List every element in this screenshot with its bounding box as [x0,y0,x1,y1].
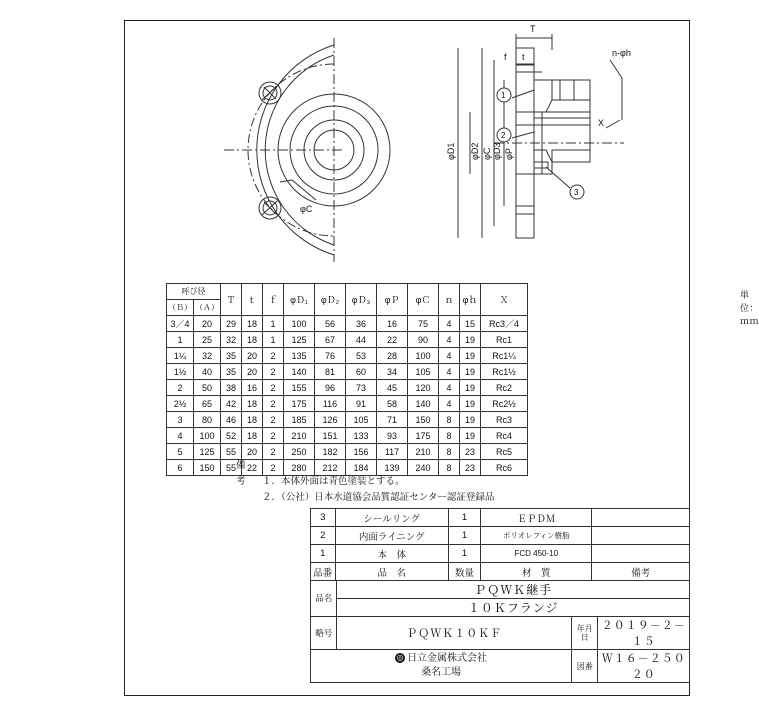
dim-f: f [504,52,507,62]
cell-d3: 60 [346,364,377,380]
cell-T: 55 [221,460,242,476]
header-phi-h: φｈ [460,284,481,316]
parts-list [310,508,690,581]
cell-c: 240 [408,460,439,476]
cell-f: 1 [263,316,284,332]
cell-p: 16 [377,316,408,332]
header-nominal: 呼び径 [167,284,221,300]
title-code-label: 略号 [311,617,337,650]
header-nominal-a: （Ａ） [194,300,221,316]
part-qty: 1 [448,527,480,545]
note-item-2: ２．（公社）日本水道協会品質認証センター認証登録品 [262,492,495,503]
header-phi-D3: φＤ₃ [346,284,377,316]
cell-f: 2 [263,364,284,380]
part-material: ＥＰＤＭ [481,509,592,527]
cell-t: 22 [242,460,263,476]
cell-t: 18 [242,428,263,444]
cell-t: 20 [242,348,263,364]
cell-nominal-a: 125 [194,444,221,460]
cell-p: 22 [377,332,408,348]
cell-p: 58 [377,396,408,412]
title-name-label: 品名 [311,581,337,617]
cell-T: 38 [221,380,242,396]
cell-d3: 184 [346,460,377,476]
header-n: ｎ [439,284,460,316]
table-row [167,348,528,364]
cell-n: 4 [439,332,460,348]
part-material: FCD 450-10 [481,545,592,563]
cell-h: 19 [460,380,481,396]
cell-d1: 100 [284,316,315,332]
cell-n: 8 [439,412,460,428]
balloon-1: 1 [501,91,506,100]
cell-d3: 105 [346,412,377,428]
cell-nominal-a: 80 [194,412,221,428]
cell-h: 19 [460,428,481,444]
cell-f: 2 [263,444,284,460]
cell-c: 90 [408,332,439,348]
part-remark [592,527,690,545]
parts-header-material: 材 質 [481,563,592,581]
table-header-row-1 [167,284,528,300]
header-nominal-b: （Ｂ） [167,300,194,316]
cell-d2: 81 [315,364,346,380]
cell-h: 19 [460,396,481,412]
cell-c: 150 [408,412,439,428]
title-name-line1: ＰＱＷＫ継手 [337,581,690,599]
cell-d1: 135 [284,348,315,364]
cell-n: 4 [439,380,460,396]
cell-d3: 36 [346,316,377,332]
cell-nominal-b: 6 [167,460,194,476]
part-remark [592,509,690,527]
cell-d3: 133 [346,428,377,444]
dim-X: X [598,118,605,128]
cell-nominal-a: 32 [194,348,221,364]
cell-x: Rc6 [481,460,528,476]
table-row [167,396,528,412]
cell-x: Rc3／4 [481,316,528,332]
cell-p: 139 [377,460,408,476]
notes-label: 備考 [236,460,246,487]
cell-d2: 212 [315,460,346,476]
cell-c: 120 [408,380,439,396]
parts-header-no: 品番 [311,563,336,581]
dim-phi-D1: φD1 [446,142,456,160]
cell-T: 29 [221,316,242,332]
cell-f: 1 [263,332,284,348]
header-phi-C: φＣ [408,284,439,316]
parts-header-row [311,563,690,581]
cell-T: 42 [221,396,242,412]
dim-phi-C: φC [482,147,492,160]
cell-d1: 140 [284,364,315,380]
cell-h: 19 [460,412,481,428]
cell-d1: 250 [284,444,315,460]
company-line-1: 日立金属株式会社 [407,653,488,664]
parts-header-name: 品 名 [335,563,448,581]
cell-T: 46 [221,412,242,428]
title-date-value: ２０１９－２－１５ [598,617,690,650]
cell-h: 19 [460,348,481,364]
drawing-no-label: 図番 [572,650,598,683]
cell-nominal-a: 25 [194,332,221,348]
cell-h: 15 [460,316,481,332]
part-name: シールリング [335,509,448,527]
cell-t: 20 [242,364,263,380]
table-row [167,316,528,332]
balloon-2: 2 [501,131,506,140]
cell-f: 2 [263,348,284,364]
cell-x: Rc1 [481,332,528,348]
cell-f: 2 [263,428,284,444]
cell-p: 71 [377,412,408,428]
cell-d2: 116 [315,396,346,412]
cell-t: 18 [242,396,263,412]
cell-p: 45 [377,380,408,396]
unit-note: 単位：ｍｍ [740,290,759,326]
cell-n: 4 [439,396,460,412]
cell-d3: 44 [346,332,377,348]
header-phi-P: φＰ [377,284,408,316]
cell-d1: 185 [284,412,315,428]
cell-d1: 155 [284,380,315,396]
cell-d3: 73 [346,380,377,396]
cell-d2: 182 [315,444,346,460]
cell-T: 55 [221,444,242,460]
header-X: Ｘ [481,284,528,316]
table-row [167,412,528,428]
cell-T: 32 [221,332,242,348]
cell-T: 35 [221,348,242,364]
cell-nominal-a: 40 [194,364,221,380]
company-line-2: 桑名工場 [421,667,462,678]
header-phi-D1: φＤ₁ [284,284,315,316]
header-T: Ｔ [221,284,242,316]
cell-nominal-a: 50 [194,380,221,396]
cell-nominal-a: 20 [194,316,221,332]
title-area [310,508,690,683]
part-name: 内面ライニング [335,527,448,545]
cell-t: 18 [242,316,263,332]
cell-nominal-b: 1½ [167,364,194,380]
cell-nominal-b: 4 [167,428,194,444]
cell-d2: 76 [315,348,346,364]
section-view [374,20,674,270]
parts-header-remark: 備考 [592,563,690,581]
svg-text:φC: φC [300,204,313,214]
parts-row [311,545,690,563]
company-block [311,650,572,683]
cell-x: Rc5 [481,444,528,460]
cell-c: 140 [408,396,439,412]
cell-nominal-b: 3／4 [167,316,194,332]
cell-c: 100 [408,348,439,364]
cell-T: 52 [221,428,242,444]
cell-nominal-b: 1¼ [167,348,194,364]
part-qty: 1 [448,509,480,527]
parts-header-qty: 数量 [448,563,480,581]
dim-T: T [530,24,536,34]
cell-n: 8 [439,428,460,444]
cell-f: 2 [263,396,284,412]
cell-p: 93 [377,428,408,444]
cell-nominal-a: 150 [194,460,221,476]
cell-f: 2 [263,460,284,476]
cell-t: 20 [242,444,263,460]
cell-d2: 151 [315,428,346,444]
hitachi-logo-icon: ◎ [396,653,404,663]
cell-p: 28 [377,348,408,364]
cell-nominal-b: 1 [167,332,194,348]
parts-row [311,527,690,545]
part-material: ポリオレフィン樹脂 [481,527,592,545]
cell-c: 210 [408,444,439,460]
part-no: 2 [311,527,336,545]
cell-d3: 91 [346,396,377,412]
cell-h: 19 [460,364,481,380]
cell-t: 18 [242,412,263,428]
title-code-value: ＰＱＷＫ１０ＫＦ [337,617,572,650]
cell-x: Rc3 [481,412,528,428]
cell-nominal-b: 5 [167,444,194,460]
cell-T: 35 [221,364,242,380]
cell-c: 105 [408,364,439,380]
cell-n: 8 [439,444,460,460]
cell-h: 23 [460,460,481,476]
cell-d3: 53 [346,348,377,364]
table-row [167,364,528,380]
cell-h: 19 [460,332,481,348]
cell-d3: 156 [346,444,377,460]
table-row [167,380,528,396]
cell-f: 2 [263,380,284,396]
cell-d1: 280 [284,460,315,476]
spec-table [166,283,528,476]
part-name: 本 体 [335,545,448,563]
header-t: ｔ [242,284,263,316]
cell-d2: 96 [315,380,346,396]
table-row [167,444,528,460]
cell-p: 34 [377,364,408,380]
table-row [167,428,528,444]
dim-n-phi-h: n-φh [612,48,631,58]
cell-n: 8 [439,460,460,476]
dim-phi-D2: φD2 [470,142,480,160]
cell-d2: 126 [315,412,346,428]
dim-t: t [522,52,525,62]
header-phi-D2: φＤ₂ [315,284,346,316]
parts-row [311,509,690,527]
cell-x: Rc2½ [481,396,528,412]
cell-d1: 175 [284,396,315,412]
title-date-label: 年月日 [572,617,598,650]
cell-t: 18 [242,332,263,348]
cell-x: Rc1¼ [481,348,528,364]
cell-nominal-a: 100 [194,428,221,444]
cell-x: Rc2 [481,380,528,396]
dim-phi-D3: φD3 [492,142,502,160]
header-f: ｆ [263,284,284,316]
dim-phi-P: φP [504,148,514,160]
cell-nominal-b: 3 [167,412,194,428]
cell-nominal-a: 65 [194,396,221,412]
cell-f: 2 [263,412,284,428]
cell-c: 75 [408,316,439,332]
part-no: 1 [311,545,336,563]
cell-n: 4 [439,348,460,364]
part-no: 3 [311,509,336,527]
cell-d2: 67 [315,332,346,348]
front-view [184,30,374,250]
cell-x: Rc4 [481,428,528,444]
cell-nominal-b: 2½ [167,396,194,412]
balloon-3: 3 [574,188,579,197]
cell-d1: 125 [284,332,315,348]
part-remark [592,545,690,563]
title-name-line2: １０Ｋフランジ [337,599,690,617]
cell-t: 16 [242,380,263,396]
part-qty: 1 [448,545,480,563]
drawing-no-value: Ｗ１６－２５０２０ [598,650,690,683]
cell-h: 23 [460,444,481,460]
cell-nominal-b: 2 [167,380,194,396]
table-row [167,332,528,348]
cell-d1: 210 [284,428,315,444]
note-item-1: １．本体外面は青色塗装とする。 [262,476,405,487]
cell-d2: 56 [315,316,346,332]
cell-x: Rc1½ [481,364,528,380]
company-name [313,652,569,666]
cell-p: 117 [377,444,408,460]
title-block [310,580,690,683]
cell-c: 175 [408,428,439,444]
cell-n: 4 [439,316,460,332]
cell-n: 4 [439,364,460,380]
